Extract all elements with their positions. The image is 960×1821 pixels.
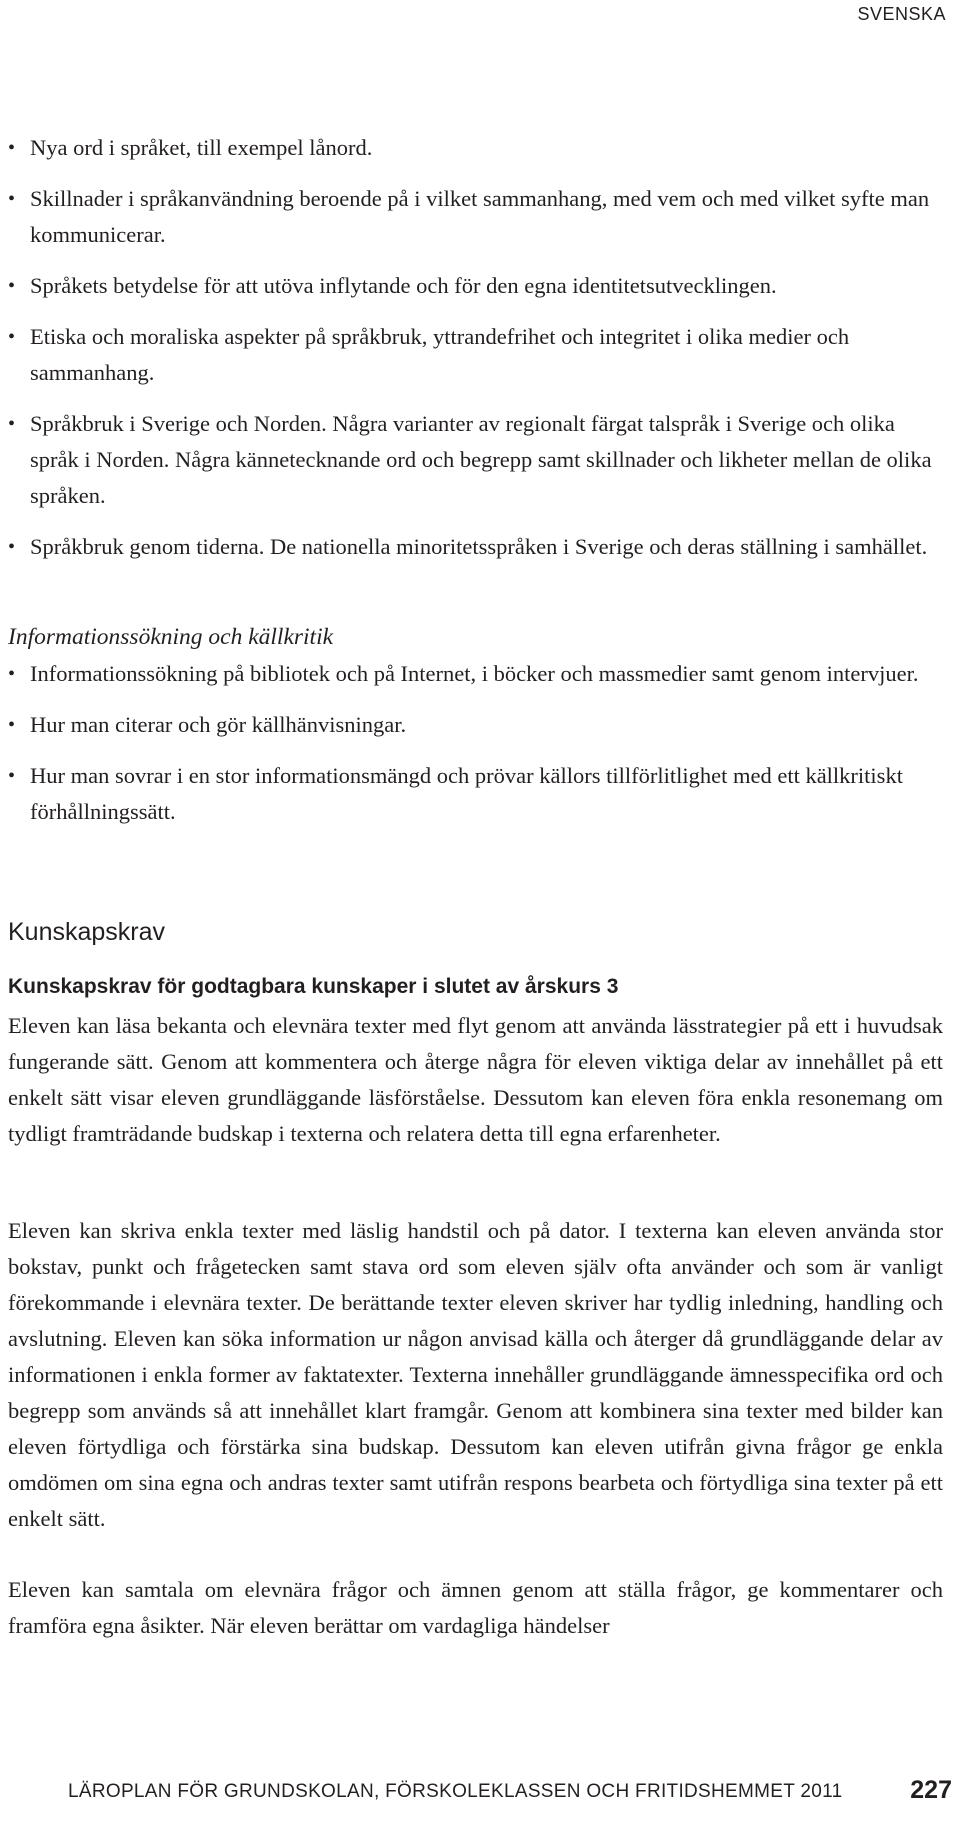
information-list — [8, 656, 948, 845]
list-item: • Nya ord i språket, till exempel lånord. — [8, 130, 948, 166]
list-item: • Hur man citerar och gör källhänvisningar. — [8, 707, 948, 743]
paragraph-reading: Eleven kan läsa bekanta och elevnära texter med flyt genom att använda lässtrategier på ett i huvudsak fungerande sätt. Genom att kommentera och återge några för eleven viktiga delar av innehållet på ett enkelt sätt visar eleven grundläggande läsförståelse. Dessutom kan eleven föra enkla resonemang om tydligt framträdande budskap i texterna och relatera detta till egna erfarenheter. — [8, 1013, 943, 1146]
bullet-icon: • — [8, 765, 16, 787]
bullet-icon: • — [8, 536, 16, 558]
list-item: • Språkets betydelse för att utöva inflytande och för den egna identitetsutvecklingen. — [8, 268, 948, 304]
bullet-icon: • — [8, 714, 16, 736]
list-item: • Språkbruk i Sverige och Norden. Några varianter av regionalt färgat talspråk i Sverige och olika språk i Norden. Några kännetecknande ord och begrepp samt skillnader och likheter mellan de olika språken. — [8, 406, 948, 514]
list-item: • Hur man sovrar i en stor informationsmängd och prövar källors tillförlitlighet med ett källkritiskt förhållningssätt. — [8, 758, 948, 830]
page-number: 227 — [910, 1776, 952, 1804]
paragraph-speaking: Eleven kan samtala om elevnära frågor och ämnen genom att ställa frågor, ge kommentarer och framföra egna åsikter. När eleven berättar om vardagliga händelser — [8, 1577, 943, 1638]
bullet-icon: • — [8, 188, 16, 210]
heading-kunskapskrav: Kunskapskrav — [8, 918, 166, 946]
content-list — [8, 130, 948, 580]
bullet-icon: • — [8, 413, 16, 435]
bullet-icon: • — [8, 137, 16, 159]
bullet-icon: • — [8, 326, 16, 348]
list-item: • Informationssökning på bibliotek och på Internet, i böcker och massmedier samt genom intervjuer. — [8, 656, 948, 692]
list-item: • Språkbruk genom tiderna. De nationella minoritetsspråken i Sverige och deras ställning i samhället. — [8, 529, 948, 565]
paragraph-writing: Eleven kan skriva enkla texter med läslig handstil och på dator. I texterna kan eleven använda stor bokstav, punkt och frågetecken samt stava ord som eleven själv ofta använder och som är vanligt förekommande i elevnära texter. De berättande texter eleven skriver har tydlig inledning, handling och avslutning. Eleven kan söka information ur någon anvisad källa och återger då grundläggande delar av informationen i enkla former av faktatexter. Texterna innehåller grundläggande ämnesspecifika ord och begrepp som används så att innehållet klart framgår. Genom att kombinera sina texter med bilder kan eleven förtydliga och förstärka sina budskap. Dessutom kan eleven utifrån givna frågor ge enkla omdömen om sina egna och andras texter samt utifrån respons bearbeta och förtydliga sina texter på ett enkelt sätt. — [8, 1218, 943, 1531]
subheading-grade-3: Kunskapskrav för godtagbara kunskaper i slutet av årskurs 3 — [8, 975, 619, 998]
list-item: • Etiska och moraliska aspekter på språkbruk, yttrandefrihet och integritet i olika medier och sammanhang. — [8, 319, 948, 391]
section-heading-information: Informationssökning och källkritik — [8, 624, 334, 650]
bullet-icon: • — [8, 275, 16, 297]
running-header-subject: SVENSKA — [857, 4, 946, 24]
bullet-icon: • — [8, 663, 16, 685]
list-item: • Skillnader i språkanvändning beroende på i vilket sammanhang, med vem och med vilket syfte man kommunicerar. — [8, 181, 948, 253]
footer-title: LÄROPLAN FÖR GRUNDSKOLAN, FÖRSKOLEKLASSEN OCH FRITIDSHEMMET 2011 — [68, 1781, 843, 1802]
